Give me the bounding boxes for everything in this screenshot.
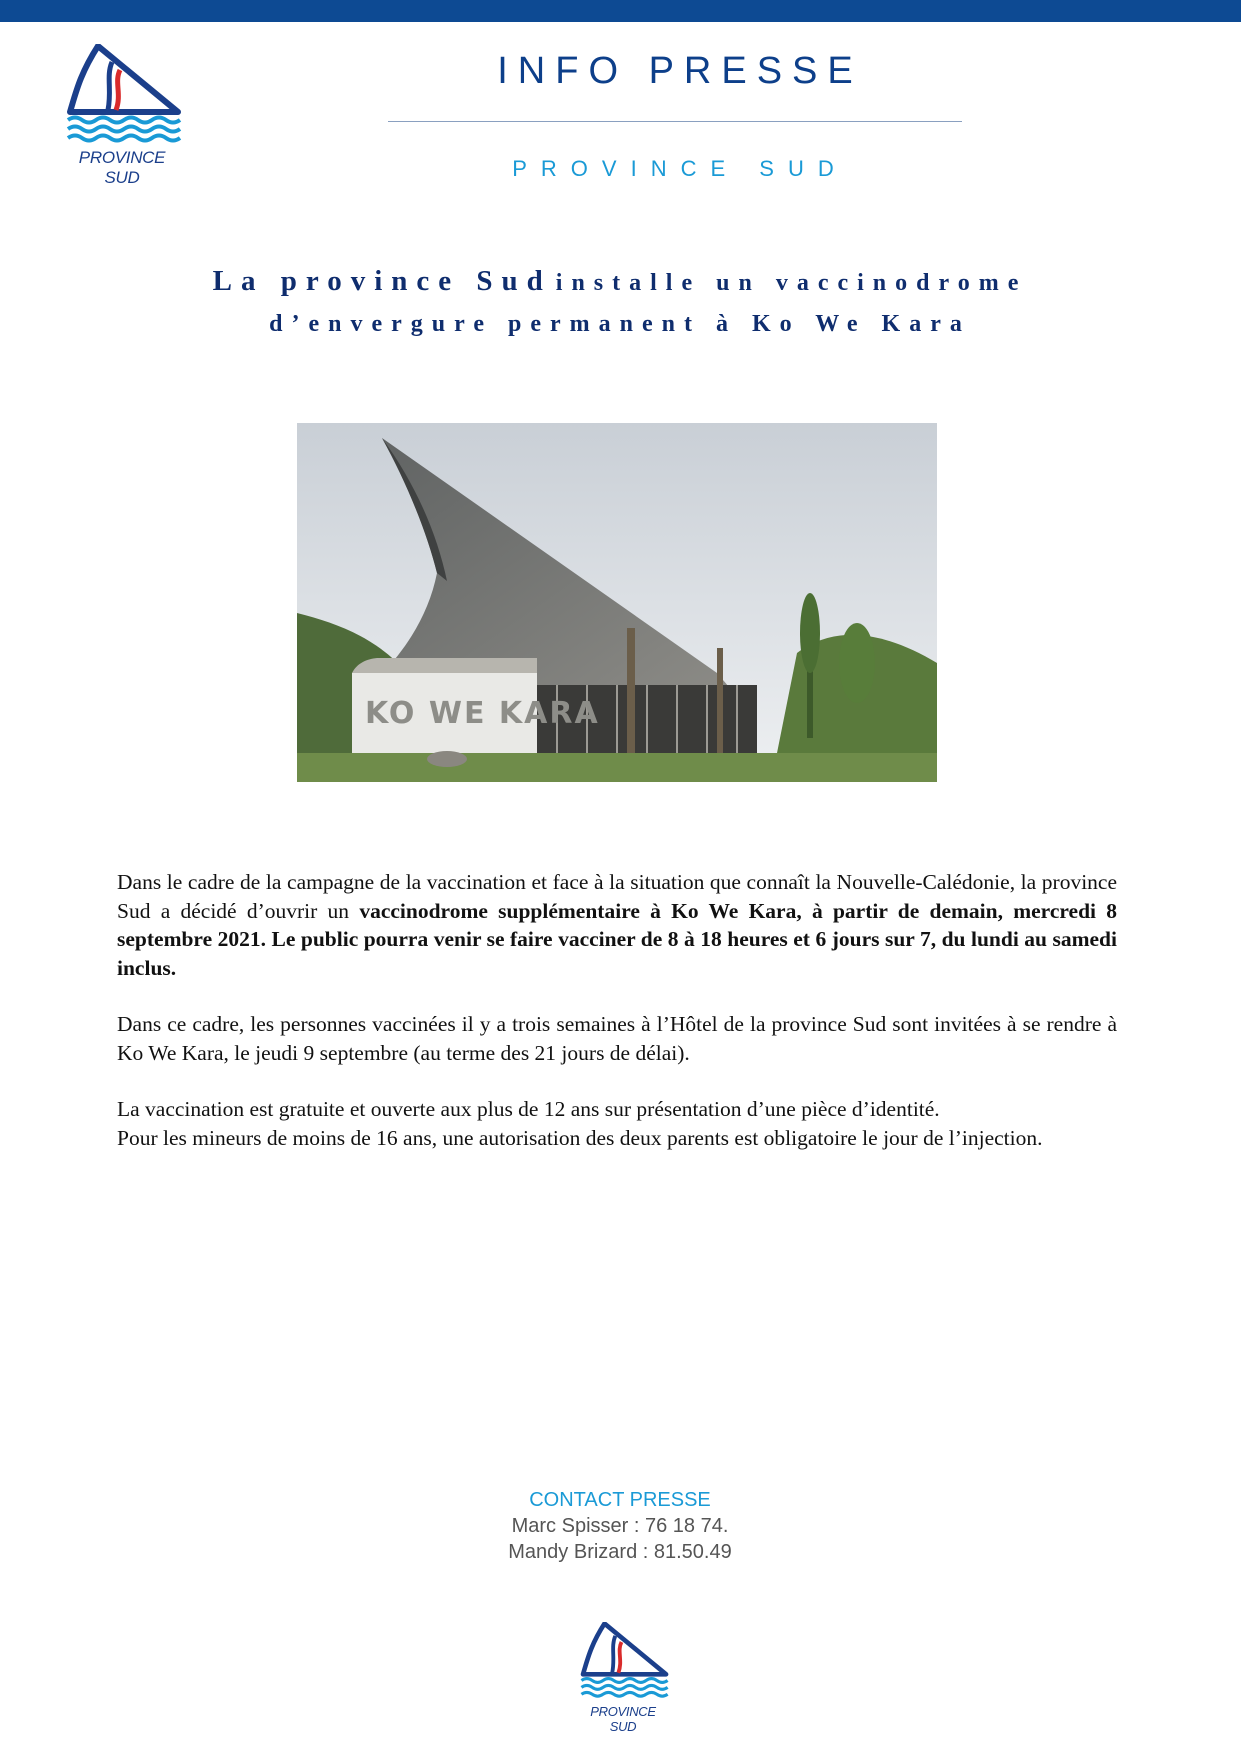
paragraph-1: Dans le cadre de la campagne de la vaccination et face à la situation que connaît la Nouvelle-Calédonie, la province Sud a décidé d’ouvrir un vaccinodrome supplémentaire à Ko We Kara, à partir de demain, mercredi 8 septembre 2021. Le public pourra venir se faire vacciner de 8 à 18 heures et 6 jours sur 7, du lundi au samedi inclus.	[117, 870, 1117, 980]
headline-line-1	[130, 262, 1110, 305]
contact-title: CONTACT PRESSE	[529, 1489, 711, 1511]
headline-line-2: d’envergure permanent à Ko We Kara	[269, 311, 971, 337]
top-bar	[0, 0, 1241, 22]
paragraph-1-bold: vaccinodrome supplémentaire à Ko We Kara, à partir de demain, mercredi 8 septembre 2021. Le public pourra venir se faire vacciner de 8 à 18 heures et 6 jours sur 7, du lundi au samedi inclus.	[117, 898, 1117, 980]
logo-emblem-icon	[576, 1622, 670, 1702]
paragraph-3: La vaccination est gratuite et ouverte aux plus de 12 ans sur présentation d’une pièce d’identité. Pour les mineurs de moins de 16 ans, une autorisation des deux parents est obligatoire le jour de l’injection.	[117, 1097, 1043, 1150]
building-sign-text: KO WE KARA	[365, 696, 600, 731]
logo-label: PROVINCE SUD	[78, 148, 166, 187]
logo-emblem-icon	[62, 44, 182, 148]
contact-line-2: Mandy Brizard : 81.50.49	[508, 1541, 732, 1563]
province-sud-logo	[62, 44, 182, 187]
ko-we-kara-photo	[297, 423, 937, 782]
article-body	[117, 868, 1117, 1180]
page-subtitle: PROVINCE SUD	[512, 156, 848, 181]
contact-line-1: Marc Spisser : 76 18 74.	[511, 1515, 729, 1537]
province-sud-logo-footer	[576, 1622, 670, 1734]
headline-lead: La province Sud	[212, 265, 552, 297]
page-title: INFO PRESSE	[497, 50, 863, 92]
press-contact	[420, 1487, 820, 1565]
header-divider	[388, 121, 962, 122]
press-headline	[130, 262, 1110, 343]
logo-label: PROVINCE SUD	[590, 1704, 656, 1734]
headline-rest: installe un vaccinodrome	[555, 270, 1028, 296]
paragraph-2: Dans ce cadre, les personnes vaccinées il y a trois semaines à l’Hôtel de la province Sud sont invitées à se rendre à Ko We Kara, le jeudi 9 septembre (au terme des 21 jours de délai).	[117, 1012, 1117, 1065]
